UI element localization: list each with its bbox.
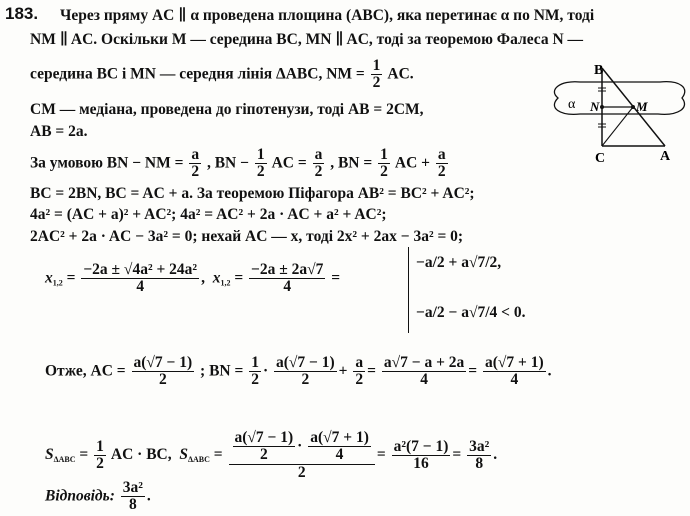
label-A: A — [660, 149, 671, 164]
text-line-3: середина BC і MN — середня лінія ΔABC, NM = $\frac{1}{2}$ AC. — [30, 57, 414, 92]
label-B: B — [594, 63, 604, 78]
problem-number: 183. — [5, 4, 39, 23]
text-line-8: 4a² = (AC + a)² + AC²; 4a² = AC² + 2a · AC + a² + AC²; — [30, 206, 387, 223]
otzhe-line: Отже, AC = $\frac{a(√7 - 1)}{2}$ ; BN = $\frac{1}{2}$ · $\frac{a(√7 - 1)}{2}$ + $\frac{a}{2}$ = $\frac{a√7 - a + 2a}{4}$ = $\frac{a(√7 + 1)}{4}$ . — [45, 354, 552, 389]
text-line-9: 2AC² + 2a · AC − 3a² = 0; нехай AC — x, тоді 2x² + 2ax − 3a² = 0; — [30, 228, 464, 245]
text-line-5: AB = 2a. — [30, 123, 88, 140]
label-M: M — [636, 99, 648, 114]
text-line-6: За умовою BN − NM = $\frac{a}{2}$ , BN − $\frac{1}{2}$ AC = $\frac{a}{2}$ , BN = $\frac{1}{2}$ AC + $\frac{a}{2}$ — [30, 146, 446, 181]
label-C: C — [595, 151, 606, 166]
geometry-figure — [540, 60, 690, 170]
label-alpha: α — [568, 97, 576, 112]
segment-CM — [602, 107, 633, 146]
case-2: −a/2 − a√7/4 < 0. — [416, 304, 526, 321]
text-line-1: Через пряму AC ∥ α проведена площина (ABC), яка перетинає α по NM, тоді — [60, 7, 595, 24]
area-line: $S_{\Delta ABC}$ = $\frac{1}{2}$ AC · BC, $S_{\Delta ABC}$ = $\frac{a(√7 - 1)}{2}$ · $\frac{a(√7 + 1)}{4}$ 2 = $\frac{\text{a²(7 − 1)}}{16}$ = $\frac{\text{3a²}}{8}$ . — [45, 429, 498, 481]
text-line-2: NM ∥ AC. Оскільки M — середина BC, MN ∥ AC, тоді за теоремою Фалеса N — — [30, 31, 584, 48]
case-brace — [408, 247, 409, 333]
case-1: −a/2 + a√7/2, — [416, 254, 502, 271]
text-line-7: BC = 2BN, BC = AC + a. За теоремою Піфагора AB² = BC² + AC²; — [30, 185, 475, 202]
answer-line: Відповідь: $\frac{\text{3a²}}{8}$ . — [45, 479, 151, 514]
roots-formula: $x_{1,2}$ = $\frac{\text{−2a ± √4a² + 24a²}}{4}$ , $x_{1,2}$ = $\frac{-2a \pm 2a√7}{4}$ = — [45, 261, 341, 296]
label-N: N — [590, 99, 600, 114]
text-line-4: CM — медіана, проведена до гіпотенузи, тоді AB = 2CM, — [30, 101, 424, 118]
